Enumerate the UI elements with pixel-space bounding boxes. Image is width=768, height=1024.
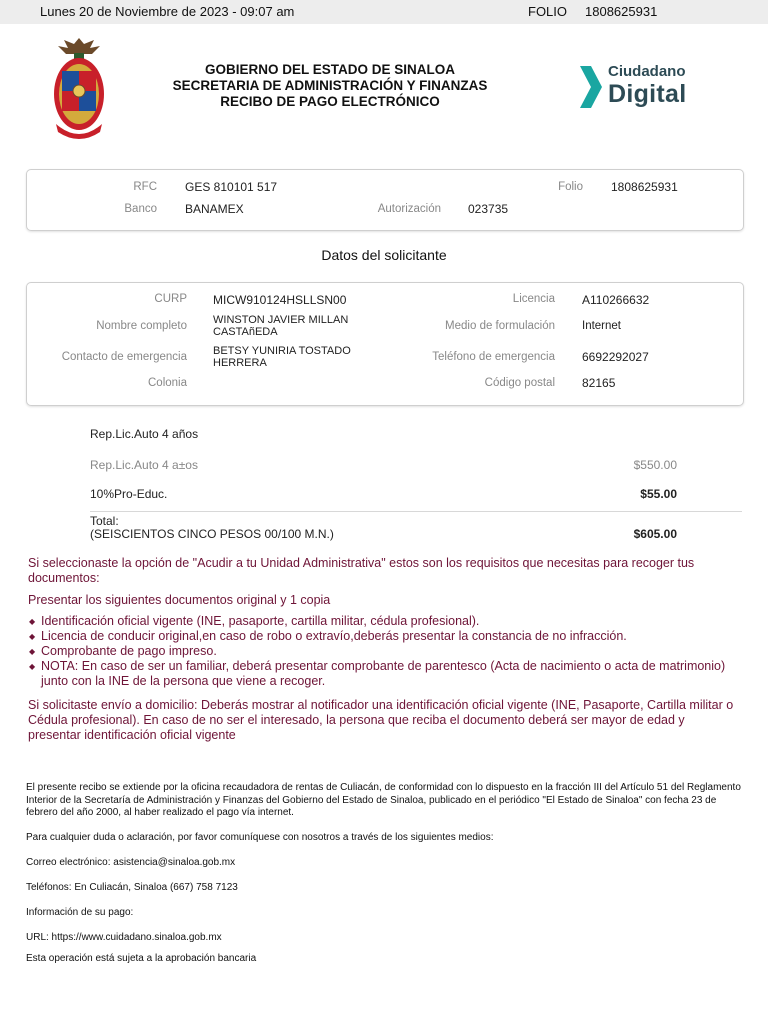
line-item-amount: $55.00 <box>640 487 677 501</box>
payment-url: URL: https://www.cuidadano.sinaloa.gob.mx <box>26 932 222 943</box>
medio-value: Internet <box>582 320 621 332</box>
autorizacion-label: Autorización <box>377 203 441 215</box>
document-header <box>150 62 510 110</box>
cp-label: Código postal <box>484 377 555 389</box>
total-row <box>90 515 677 541</box>
top-folio-value: 1808625931 <box>585 4 658 19</box>
section-title-solicitante: Datos del solicitante <box>321 247 447 263</box>
applicant-details-box <box>26 282 744 406</box>
curp-label: CURP <box>154 293 187 305</box>
contacto-value <box>213 345 351 369</box>
line-item-label: Rep.Lic.Auto 4 a±os <box>90 458 198 472</box>
issue-datetime: Lunes 20 de Noviembre de 2023 - 09:07 am <box>40 4 295 19</box>
contact-email: Correo electrónico: asistencia@sinaloa.gob.mx <box>26 857 236 868</box>
medio-label: Medio de formulación <box>445 320 555 332</box>
top-folio-label: FOLIO <box>528 4 568 19</box>
contacto-line-2: HERRERA <box>213 357 267 369</box>
licencia-label: Licencia <box>512 293 555 305</box>
home-delivery-notice: Si solicitaste envío a domicilio: Deberás mostrar al notificador una identificación oficial vigente (INE, Pasaporte, Cartilla militar o Cédula profesional). En caso de no ser el interesado, la persona que reciba el documento deberá ser mayor de edad y presentar identificación oficial vigente <box>28 698 734 742</box>
banco-value: BANAMEX <box>185 202 244 216</box>
line-item-amount: $550.00 <box>633 458 677 472</box>
requirement-item: ◆ Identificación oficial vigente (INE, pasaporte, cartilla militar, cédula profesional). <box>28 614 740 629</box>
legal-notice: El presente recibo se extiende por la oficina recaudadora de rentas de Culiacán, de conformidad con lo dispuesto en la fracción III del Artículo 51 del Reglamento Interior de la Secretaría de Administración y Finanzas del Gobierno del Estado de Sinaloa, publicado en el periódico "El Estado de Sinaloa" con fecha 23 de febrero del año 2000, al haber realizado el pago vía internet. <box>26 782 741 818</box>
pickup-requirements-subtitle: Presentar los siguientes documentos original y 1 copia <box>28 593 331 607</box>
brand-text-bottom: Digital <box>608 80 687 108</box>
banco-label: Banco <box>124 203 157 215</box>
chevron-logo-icon <box>578 64 604 110</box>
top-bar <box>0 0 768 24</box>
nombre-line-1: WINSTON JAVIER MILLAN <box>213 314 349 326</box>
colonia-label: Colonia <box>148 377 187 389</box>
rfc-label: RFC <box>133 181 157 193</box>
bank-approval-note: Esta operación está sujeta a la aprobación bancaria <box>26 953 257 964</box>
pickup-requirements-intro: Si seleccionaste la opción de "Acudir a tu Unidad Administrativa" estos son los requisitos que necesitas para recoger tus documentos: <box>28 556 695 585</box>
contacto-label: Contacto de emergencia <box>61 351 187 363</box>
header-receipt-title: RECIBO DE PAGO ELECTRÓNICO <box>220 94 440 109</box>
payment-details-box <box>26 169 744 231</box>
brand-text-top: Ciudadano <box>608 63 686 80</box>
requirement-item: ◆ Licencia de conducir original,en caso de robo o extravío,deberás presentar la constancia de no infracción. <box>28 629 740 644</box>
folio-label: Folio <box>558 181 583 193</box>
concept-title: Rep.Lic.Auto 4 años <box>90 427 199 441</box>
requirements-list <box>28 614 740 689</box>
autorizacion-value: 023735 <box>468 202 509 216</box>
nombre-line-2: CASTAñEDA <box>213 326 278 338</box>
cp-value: 82165 <box>582 376 616 390</box>
total-divider <box>90 511 742 512</box>
total-words: (SEISCIENTOS CINCO PESOS 00/100 M.N.) <box>90 527 334 541</box>
payment-info-label: Información de su pago: <box>26 907 134 918</box>
line-item <box>90 487 677 501</box>
header-secretariat: SECRETARIA DE ADMINISTRACIÓN Y FINANZAS <box>172 78 488 93</box>
nombre-value <box>213 314 348 338</box>
line-item-label: 10%Pro-Educ. <box>90 487 168 501</box>
contact-intro: Para cualquier duda o aclaración, por favor comuníquese con nosotros a través de los siguientes medios: <box>26 832 494 843</box>
line-item <box>90 458 677 472</box>
nombre-label: Nombre completo <box>96 320 187 332</box>
requirement-item: ◆ NOTA: En caso de ser un familiar, deberá presentar comprobante de parentesco (Acta de nacimiento o acta de matrimonio) junto con la INE de la persona que viene a recoger. <box>28 659 740 689</box>
folio-value: 1808625931 <box>611 180 678 194</box>
contact-phones: Teléfonos: En Culiacán, Sinaloa (667) 758 7123 <box>26 882 238 893</box>
telefono-label: Teléfono de emergencia <box>432 351 555 363</box>
header-government: GOBIERNO DEL ESTADO DE SINALOA <box>204 62 456 77</box>
total-amount: $605.00 <box>633 527 677 541</box>
telefono-value: 6692292027 <box>582 350 649 364</box>
ciudadano-digital-logo <box>578 62 698 112</box>
requirement-item: ◆ Comprobante de pago impreso. <box>28 644 740 659</box>
contacto-line-1: BETSY YUNIRIA TOSTADO <box>213 345 351 357</box>
curp-value: MICW910124HSLLSN00 <box>213 293 347 307</box>
total-label: Total: <box>90 514 119 528</box>
state-coat-of-arms <box>50 36 108 142</box>
rfc-value: GES 810101 517 <box>185 180 278 194</box>
licencia-value: A110266632 <box>582 293 650 307</box>
